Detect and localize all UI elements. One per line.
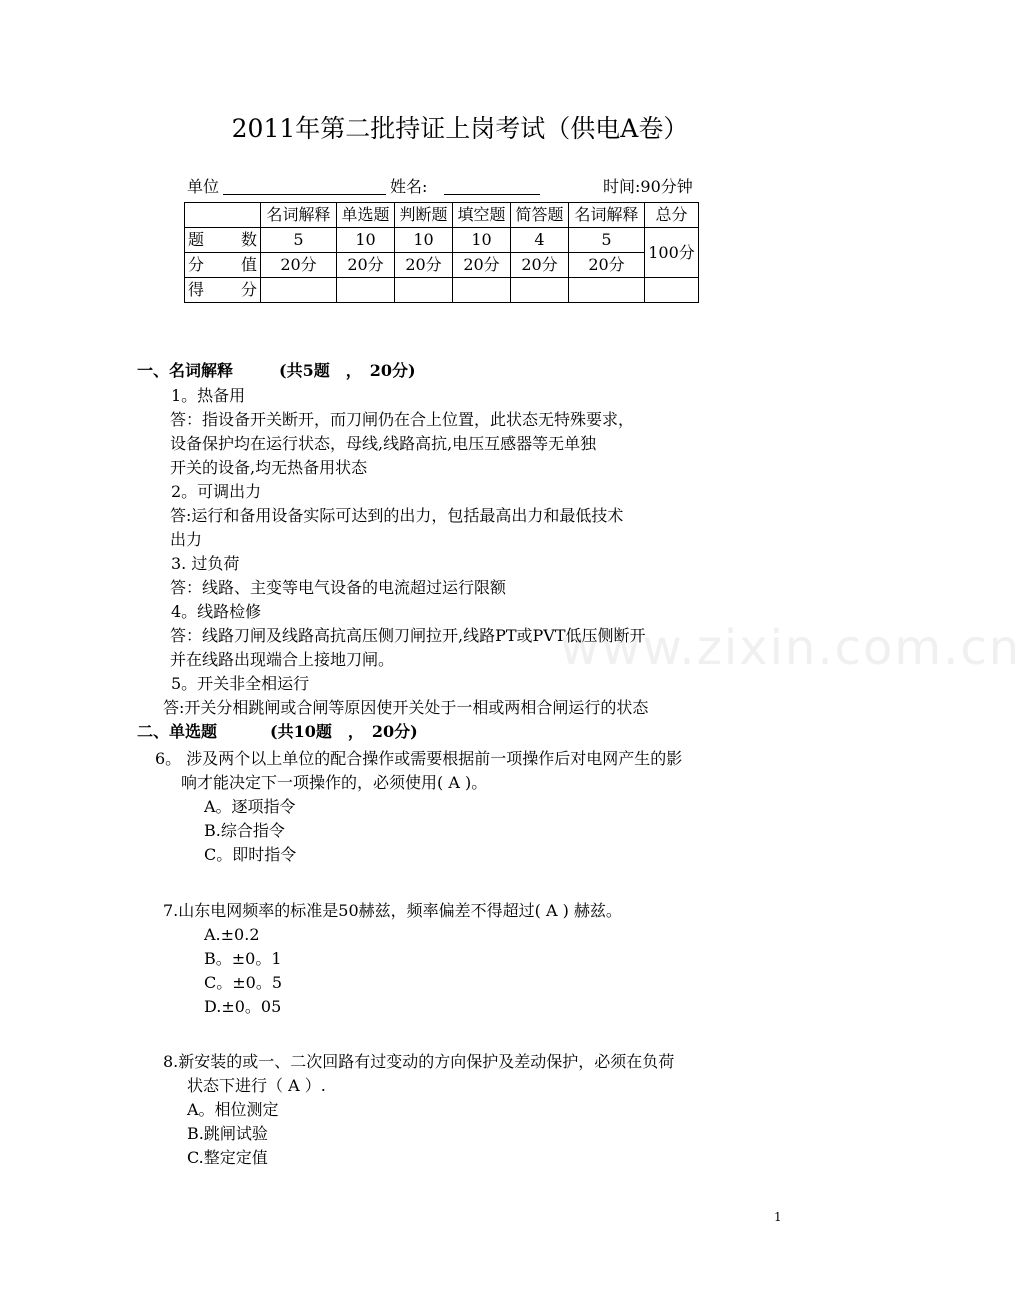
answer-option: A.±0.2 [204,925,260,944]
table-cell: 10 [453,228,511,253]
table-cell: 20分 [395,253,453,278]
row-label: 得 分 [185,278,261,303]
score-entry-cell[interactable] [453,278,511,303]
score-entry-cell[interactable] [395,278,453,303]
section-meta: (共5题 ， 20分) [279,361,416,380]
score-entry-cell[interactable] [337,278,395,303]
name-blank [444,179,540,195]
question-text: 状态下进行（ A ）. [187,1076,326,1095]
table-cell: 10 [337,228,395,253]
score-entry-cell[interactable] [569,278,645,303]
watermark: www.zixin.com.cn [560,620,1021,676]
table-cell: 5 [261,228,337,253]
header-cell: 简答题 [511,203,569,228]
unit-blank [223,179,386,195]
answer-option: C.整定定值 [187,1148,268,1167]
answer-line: 设备保护均在运行状态，母线,线路高抗,电压互感器等无单独 [170,434,597,453]
header-cell: 单选题 [337,203,395,228]
answer-option: B。±0。1 [204,949,282,968]
term-title: 3. 过负荷 [171,554,240,573]
section-heading: 二、单选题 [137,722,218,741]
answer-line: 开关的设备,均无热备用状态 [170,458,368,477]
answer-option: A。相位测定 [187,1100,279,1119]
header-cell: 总分 [645,203,699,228]
answer-option: D.±0。05 [204,997,282,1016]
table-cell: 5 [569,228,645,253]
answer-option: B.综合指令 [204,821,285,840]
time-label: 时间:90分钟 [603,177,693,196]
table-cell: 20分 [337,253,395,278]
row-label: 分 值 [185,253,261,278]
table-cell: 20分 [453,253,511,278]
name-label: 姓名: [390,177,428,196]
table-cell: 20分 [261,253,337,278]
header-cell: 填空题 [453,203,511,228]
answer-option: C。±0。5 [204,973,283,992]
section-meta: (共10题 ， 20分) [270,722,418,741]
row-label: 题 数 [185,228,261,253]
score-entry-cell[interactable] [511,278,569,303]
answer-line: 答:运行和备用设备实际可达到的出力，包括最高出力和最低技术 [170,506,624,525]
answer-option: B.跳闸试验 [187,1124,268,1143]
answer-line: 答：线路刀闸及线路高抗高压侧刀闸拉开,线路PT或PVT低压侧断开 [170,626,646,645]
question-text: 响才能决定下一项操作的，必须使用( A )。 [181,773,488,792]
table-cell: 10 [395,228,453,253]
question-text: 7.山东电网频率的标准是50赫兹，频率偏差不得超过( A ) 赫兹。 [163,901,622,920]
answer-line: 出力 [170,530,203,549]
header-cell: 判断题 [395,203,453,228]
page-number: 1 [774,1210,782,1224]
table-row [185,278,699,303]
answer-line: 答:开关分相跳闸或合闸等原因使开关处于一相或两相合闸运行的状态 [163,698,649,717]
question-text: 8.新安装的或一、二次回路有过变动的方向保护及差动保护，必须在负荷 [163,1052,675,1071]
unit-label: 单位 [187,177,220,196]
table-cell: 4 [511,228,569,253]
section-heading: 一、名词解释 [137,361,234,380]
score-entry-cell[interactable] [261,278,337,303]
score-table [184,202,699,303]
answer-option: C。即时指令 [204,845,297,864]
answer-option: A。逐项指令 [204,797,296,816]
table-row [185,253,699,278]
term-title: 4。线路检修 [171,602,262,621]
term-title: 5。开关非全相运行 [171,674,310,693]
header-cell: 名词解释 [569,203,645,228]
table-row [185,228,699,253]
page-title: 2011年第二批持证上岗考试（供电A卷） [231,114,689,143]
term-title: 1。热备用 [171,386,246,405]
header-cell [185,203,261,228]
question-text: 6。 涉及两个以上单位的配合操作或需要根据前一项操作后对电网产生的影 [155,749,683,768]
table-cell: 20分 [511,253,569,278]
total-cell: 100分 [645,228,699,278]
score-entry-cell[interactable] [645,278,699,303]
score-table-header-row [185,203,699,228]
term-title: 2。可调出力 [171,482,262,501]
header-cell: 名词解释 [261,203,337,228]
answer-line: 并在线路出现端合上接地刀闸。 [170,650,395,669]
answer-line: 答：指设备开关断开，而刀闸仍在合上位置，此状态无特殊要求， [170,410,635,429]
answer-line: 答：线路、主变等电气设备的电流超过运行限额 [170,578,507,597]
table-cell: 20分 [569,253,645,278]
